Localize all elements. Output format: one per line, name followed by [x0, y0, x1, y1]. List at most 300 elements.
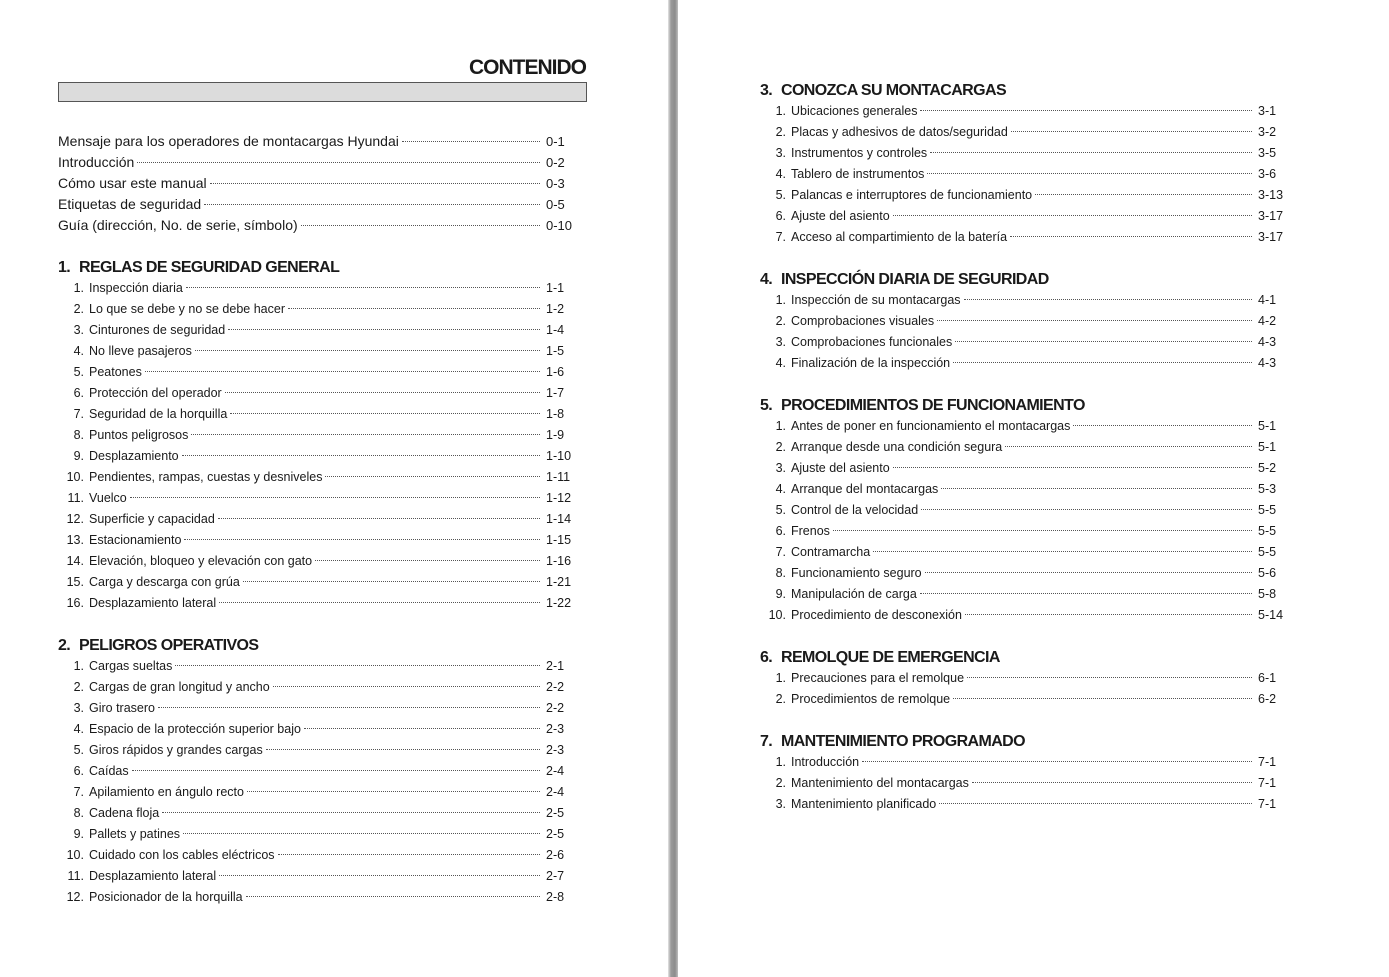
toc-entry-label: Elevación, bloqueo y elevación con gato [89, 554, 313, 568]
toc-entry[interactable] [58, 677, 573, 698]
toc-entry-label: Procedimientos de remolque [791, 692, 951, 706]
dot-leader [186, 287, 540, 288]
toc-entry-page: 4-3 [1258, 356, 1277, 370]
toc-entry-page: 5-2 [1258, 461, 1277, 475]
toc-entry[interactable] [760, 185, 1285, 206]
toc-entry-page: 1-2 [546, 302, 565, 316]
dot-leader [1005, 446, 1252, 447]
toc-entry-page: 5-5 [1258, 545, 1277, 559]
toc-entry-label: Caídas [89, 764, 129, 778]
toc-entry[interactable] [58, 782, 573, 803]
dot-leader [182, 455, 540, 456]
toc-entry-page: 1-4 [546, 323, 565, 337]
toc-entry-number: 1. [73, 659, 84, 673]
toc-entry-number: 10. [768, 608, 786, 622]
section-number: 4. [760, 271, 773, 288]
toc-entry[interactable] [58, 509, 573, 530]
toc-entry-label: Arranque desde una condición segura [791, 440, 1003, 454]
dot-leader [937, 320, 1252, 321]
toc-entry[interactable] [58, 719, 573, 740]
toc-entry[interactable] [760, 500, 1285, 521]
toc-entry-page: 3-17 [1258, 230, 1284, 244]
toc-entry-page: 2-2 [546, 701, 565, 715]
toc-entry[interactable] [58, 887, 573, 908]
section-title: CONOZCA SU MONTACARGAS [781, 82, 1007, 99]
toc-entry[interactable] [58, 173, 573, 194]
toc-entry-label: Mantenimiento planificado [791, 797, 937, 811]
toc-entry[interactable] [760, 290, 1285, 311]
toc-entry[interactable] [760, 542, 1285, 563]
toc-entry-number: 5. [73, 743, 84, 757]
toc-entry[interactable] [760, 437, 1285, 458]
page-gutter [668, 0, 678, 977]
dot-leader [315, 560, 540, 561]
toc-entry-number: 16. [66, 596, 84, 610]
toc-entry-page: 4-3 [1258, 335, 1277, 349]
toc-entry-page: 3-1 [1258, 104, 1277, 118]
toc-entry-page: 2-7 [546, 869, 565, 883]
toc-entry-number: 4. [775, 482, 786, 496]
toc-entry-page: 1-12 [546, 491, 572, 505]
toc-entry-label: Cargas sueltas [89, 659, 173, 673]
toc-entry[interactable] [58, 215, 573, 236]
toc-entry-page: 0-10 [546, 218, 573, 233]
toc-entry-number: 5. [775, 188, 786, 202]
toc-entry-page: 1-7 [546, 386, 565, 400]
dot-leader [967, 677, 1252, 678]
toc-entry[interactable] [58, 446, 573, 467]
toc-entry[interactable] [58, 278, 573, 299]
toc-entry-number: 12. [66, 512, 84, 526]
toc-entry[interactable] [760, 605, 1285, 626]
dot-leader [833, 530, 1252, 531]
toc-entry-number: 2. [775, 692, 786, 706]
toc-entry-label: No lleve pasajeros [89, 344, 192, 358]
toc-entry-page: 6-2 [1258, 692, 1277, 706]
toc-entry[interactable] [760, 479, 1285, 500]
toc-entry-number: 1. [775, 104, 786, 118]
toc-entry[interactable] [760, 206, 1285, 227]
toc-entry-number: 12. [66, 890, 84, 904]
dot-leader [130, 497, 540, 498]
section-5 [760, 395, 1285, 626]
toc-entry-label: Precauciones para el remolque [791, 671, 965, 685]
toc-entry[interactable] [58, 404, 573, 425]
toc-entry-label: Tablero de instrumentos [791, 167, 925, 181]
dot-leader [893, 215, 1252, 216]
dot-leader [184, 539, 540, 540]
toc-entry-number: 2. [775, 125, 786, 139]
dot-leader [278, 854, 540, 855]
toc-entry-page: 0-5 [546, 197, 565, 212]
toc-entry[interactable] [58, 362, 573, 383]
toc-entry[interactable] [58, 341, 573, 362]
dot-leader [953, 698, 1252, 699]
toc-entry-page: 1-14 [546, 512, 572, 526]
section-number: 3. [760, 82, 773, 99]
toc-entry-label: Desplazamiento lateral [89, 869, 217, 883]
section-heading [760, 269, 1285, 290]
toc-entry[interactable] [760, 563, 1285, 584]
dot-leader [930, 152, 1252, 153]
toc-entry[interactable] [58, 530, 573, 551]
toc-entry[interactable] [58, 572, 573, 593]
toc-entry-number: 3. [775, 146, 786, 160]
toc-entry-page: 1-11 [546, 470, 571, 484]
toc-entry[interactable] [760, 584, 1285, 605]
toc-entry-page: 3-5 [1258, 146, 1277, 160]
toc-entry[interactable] [58, 467, 573, 488]
toc-entry-label: Apilamiento en ángulo recto [89, 785, 244, 799]
toc-entry-page: 1-9 [546, 428, 565, 442]
toc-entry[interactable] [760, 332, 1285, 353]
toc-entry-number: 7. [73, 785, 84, 799]
toc-entry-number: 1. [775, 671, 786, 685]
toc-entry-page: 5-8 [1258, 587, 1277, 601]
toc-entry-label: Puntos peligrosos [89, 428, 189, 442]
toc-entry-number: 3. [73, 323, 84, 337]
toc-entry-label: Placas y adhesivos de datos/seguridad [791, 125, 1008, 139]
toc-entry[interactable] [58, 803, 573, 824]
toc-entry-label: Pendientes, rampas, cuestas y desniveles [89, 470, 323, 484]
dot-leader [288, 308, 540, 309]
section-4 [760, 269, 1285, 374]
dot-leader [228, 329, 540, 330]
dot-leader [402, 141, 540, 142]
dot-leader [137, 162, 540, 163]
toc-entry-label: Frenos [791, 524, 830, 538]
toc-entry-label: Inspección diaria [89, 281, 183, 295]
toc-entry-number: 8. [775, 566, 786, 580]
dot-leader [1073, 425, 1252, 426]
toc-entry[interactable] [58, 488, 573, 509]
section-title: MANTENIMIENTO PROGRAMADO [781, 733, 1025, 750]
section-6 [760, 647, 1285, 710]
toc-entry-label: Etiquetas de seguridad [58, 196, 202, 212]
dot-leader [1035, 194, 1252, 195]
section-7 [760, 731, 1285, 815]
toc-entry-label: Guía (dirección, No. de serie, símbolo) [58, 217, 298, 233]
toc-entry-label: Lo que se debe y no se debe hacer [89, 302, 285, 316]
toc-entry-label: Ubicaciones generales [791, 104, 918, 118]
toc-entry[interactable] [760, 353, 1285, 374]
toc-entry-page: 7-1 [1258, 755, 1277, 769]
toc-entry-label: Seguridad de la horquilla [89, 407, 228, 421]
toc-entry-number: 7. [73, 407, 84, 421]
toc-entry-number: 7. [775, 230, 786, 244]
toc-entry-page: 2-5 [546, 806, 565, 820]
section-heading [58, 257, 573, 278]
toc-entry-page: 7-1 [1258, 776, 1277, 790]
toc-entry-number: 4. [73, 344, 84, 358]
toc-entry-label: Cinturones de seguridad [89, 323, 226, 337]
toc-entry-label: Funcionamiento seguro [791, 566, 922, 580]
toc-entry-number: 14. [66, 554, 84, 568]
section-title: REGLAS DE SEGURIDAD GENERAL [79, 259, 340, 276]
section-number: 7. [760, 733, 773, 750]
dot-leader [921, 509, 1252, 510]
toc-entry-label: Superficie y capacidad [89, 512, 215, 526]
toc-entry-page: 0-3 [546, 176, 565, 191]
toc-entry-label: Introducción [791, 755, 860, 769]
toc-entry-page: 1-6 [546, 365, 565, 379]
toc-entry-label: Ajuste del asiento [791, 209, 890, 223]
toc-entry[interactable] [58, 320, 573, 341]
dot-leader [247, 791, 540, 792]
dot-leader [972, 782, 1252, 783]
toc-entry-label: Posicionador de la horquilla [89, 890, 243, 904]
toc-entry[interactable] [760, 122, 1285, 143]
dot-leader [191, 434, 540, 435]
toc-entry-number: 1. [775, 293, 786, 307]
toc-entry[interactable] [760, 668, 1285, 689]
toc-entry-page: 1-10 [546, 449, 572, 463]
toc-entry-page: 5-1 [1258, 440, 1277, 454]
toc-entry-number: 6. [73, 386, 84, 400]
section-number: 1. [58, 259, 71, 276]
toc-entry-page: 5-5 [1258, 503, 1277, 517]
toc-entry-page: 1-15 [546, 533, 572, 547]
dot-leader [953, 362, 1252, 363]
toc-entry-number: 7. [775, 545, 786, 559]
section-title: REMOLQUE DE EMERGENCIA [781, 649, 1000, 666]
dot-leader [301, 225, 540, 226]
dot-leader [964, 299, 1252, 300]
toc-entry-number: 1. [73, 281, 84, 295]
toc-entry-label: Espacio de la protección superior bajo [89, 722, 301, 736]
toc-entry-page: 2-4 [546, 764, 565, 778]
toc-entry-page: 4-2 [1258, 314, 1277, 328]
dot-leader [941, 488, 1252, 489]
toc-entry-page: 2-3 [546, 743, 565, 757]
dot-leader [210, 183, 540, 184]
section-1 [58, 257, 573, 614]
toc-entry-label: Carga y descarga con grúa [89, 575, 240, 589]
toc-entry-page: 4-1 [1258, 293, 1277, 307]
toc-entry-number: 1. [775, 419, 786, 433]
toc-entry-number: 2. [775, 440, 786, 454]
toc-entry-number: 2. [73, 302, 84, 316]
toc-entry-page: 7-1 [1258, 797, 1277, 811]
dot-leader [920, 593, 1252, 594]
toc-entry-number: 9. [73, 449, 84, 463]
toc-entry-page: 2-5 [546, 827, 565, 841]
toc-entry[interactable] [760, 794, 1285, 815]
toc-entry[interactable] [760, 227, 1285, 248]
toc-entry-label: Palancas e interruptores de funcionamiento [791, 188, 1033, 202]
page-title: CONTENIDO [469, 56, 586, 79]
toc-entry-label: Introducción [58, 154, 135, 170]
dot-leader [225, 392, 540, 393]
toc-entry[interactable] [760, 416, 1285, 437]
title-underline-bar [58, 82, 587, 102]
toc-entry-number: 11. [67, 869, 84, 883]
toc-entry-label: Finalización de la inspección [791, 356, 951, 370]
dot-leader [183, 833, 540, 834]
dot-leader [939, 803, 1252, 804]
toc-entry-number: 8. [73, 806, 84, 820]
toc-entry[interactable] [760, 521, 1285, 542]
toc-entry[interactable] [58, 740, 573, 761]
dot-leader [158, 707, 540, 708]
dot-leader [219, 875, 540, 876]
toc-entry-number: 3. [73, 701, 84, 715]
toc-entry-number: 10. [66, 848, 84, 862]
toc-entry-label: Mantenimiento del montacargas [791, 776, 969, 790]
toc-entry-page: 2-8 [546, 890, 565, 904]
toc-entry-label: Inspección de su montacargas [791, 293, 961, 307]
dot-leader [893, 467, 1252, 468]
intro-list [58, 131, 573, 236]
toc-entry[interactable] [760, 458, 1285, 479]
section-3 [760, 80, 1285, 248]
toc-entry[interactable] [58, 656, 573, 677]
dot-leader [243, 581, 540, 582]
toc-entry-number: 4. [775, 167, 786, 181]
toc-entry-number: 8. [73, 428, 84, 442]
toc-entry[interactable] [58, 761, 573, 782]
toc-entry-label: Desplazamiento lateral [89, 596, 217, 610]
toc-entry-label: Antes de poner en funcionamiento el montacargas [791, 419, 1071, 433]
toc-entry-label: Ajuste del asiento [791, 461, 890, 475]
dot-leader [162, 812, 540, 813]
dot-leader [1011, 131, 1252, 132]
dot-leader [1010, 236, 1252, 237]
section-number: 5. [760, 397, 773, 414]
toc-entry[interactable] [58, 824, 573, 845]
toc-entry-number: 10. [66, 470, 84, 484]
dot-leader [175, 665, 540, 666]
toc-entry-number: 4. [73, 722, 84, 736]
toc-entry[interactable] [58, 425, 573, 446]
toc-entry[interactable] [760, 689, 1285, 710]
toc-entry[interactable] [58, 593, 573, 614]
toc-entry-label: Mensaje para los operadores de montacargas Hyundai [58, 133, 399, 149]
toc-entry[interactable] [58, 152, 573, 173]
dot-leader [145, 371, 540, 372]
dot-leader [304, 728, 540, 729]
toc-entry-label: Instrumentos y controles [791, 146, 928, 160]
toc-entry-label: Arranque del montacargas [791, 482, 939, 496]
toc-entry[interactable] [760, 752, 1285, 773]
section-title: INSPECCIÓN DIARIA DE SEGURIDAD [781, 271, 1049, 288]
toc-entry-page: 1-5 [546, 344, 565, 358]
toc-entry-number: 5. [73, 365, 84, 379]
dot-leader [266, 749, 540, 750]
toc-entry[interactable] [58, 698, 573, 719]
toc-entry-number: 15. [66, 575, 84, 589]
toc-entry-number: 2. [73, 680, 84, 694]
toc-entry-number: 6. [73, 764, 84, 778]
toc-entry[interactable] [58, 299, 573, 320]
toc-entry-label: Procedimiento de desconexión [791, 608, 962, 622]
toc-entry[interactable] [58, 383, 573, 404]
dot-leader [955, 341, 1252, 342]
toc-entry-number: 9. [775, 587, 786, 601]
section-heading [760, 395, 1285, 416]
toc-entry[interactable] [58, 194, 573, 215]
section-number: 6. [760, 649, 773, 666]
toc-entry[interactable] [58, 866, 573, 887]
dot-leader [862, 761, 1252, 762]
toc-entry-page: 2-2 [546, 680, 565, 694]
toc-entry-page: 5-5 [1258, 524, 1277, 538]
toc-entry[interactable] [760, 164, 1285, 185]
dot-leader [873, 551, 1252, 552]
toc-entry-page: 5-3 [1258, 482, 1277, 496]
dot-leader [246, 896, 540, 897]
toc-entry-page: 1-8 [546, 407, 565, 421]
dot-leader [927, 173, 1252, 174]
toc-entry-page: 5-6 [1258, 566, 1277, 580]
toc-entry[interactable] [58, 845, 573, 866]
dot-leader [920, 110, 1252, 111]
toc-entry-number: 4. [775, 356, 786, 370]
section-heading [58, 635, 573, 656]
toc-entry-number: 9. [73, 827, 84, 841]
toc-entry-page: 3-6 [1258, 167, 1277, 181]
toc-entry[interactable] [58, 131, 573, 152]
toc-entry-label: Cómo usar este manual [58, 175, 207, 191]
toc-entry-label: Cuidado con los cables eléctricos [89, 848, 275, 862]
toc-entry-number: 2. [775, 776, 786, 790]
toc-entry-label: Estacionamiento [89, 533, 182, 547]
toc-entry-number: 11. [67, 491, 84, 505]
dot-leader [230, 413, 540, 414]
toc-entry-page: 3-2 [1258, 125, 1277, 139]
toc-entry-page: 3-13 [1258, 188, 1284, 202]
dot-leader [204, 204, 540, 205]
toc-entry[interactable] [760, 143, 1285, 164]
toc-entry-page: 2-1 [546, 659, 565, 673]
dot-leader [132, 770, 540, 771]
dot-leader [925, 572, 1252, 573]
toc-entry-label: Protección del operador [89, 386, 222, 400]
toc-entry-number: 5. [775, 503, 786, 517]
section-number: 2. [58, 637, 71, 654]
toc-entry-page: 2-3 [546, 722, 565, 736]
toc-entry[interactable] [760, 311, 1285, 332]
toc-entry-label: Cargas de gran longitud y ancho [89, 680, 270, 694]
toc-entry-number: 3. [775, 461, 786, 475]
toc-entry[interactable] [58, 551, 573, 572]
toc-entry-label: Peatones [89, 365, 142, 379]
toc-entry-number: 3. [775, 335, 786, 349]
section-heading [760, 731, 1285, 752]
toc-entry-label: Cadena floja [89, 806, 160, 820]
toc-entry[interactable] [760, 101, 1285, 122]
toc-entry-number: 3. [775, 797, 786, 811]
toc-entry-label: Control de la velocidad [791, 503, 919, 517]
toc-entry-label: Giros rápidos y grandes cargas [89, 743, 263, 757]
toc-entry-page: 1-16 [546, 554, 572, 568]
toc-entry-number: 6. [775, 524, 786, 538]
toc-entry-label: Desplazamiento [89, 449, 179, 463]
toc-entry-page: 2-6 [546, 848, 565, 862]
toc-entry-label: Contramarcha [791, 545, 871, 559]
toc-entry-page: 1-1 [546, 281, 565, 295]
dot-leader [965, 614, 1252, 615]
dot-leader [219, 602, 540, 603]
dot-leader [325, 476, 540, 477]
toc-entry-page: 1-22 [546, 596, 572, 610]
toc-entry-label: Comprobaciones visuales [791, 314, 935, 328]
section-2 [58, 635, 573, 908]
toc-entry-page: 2-4 [546, 785, 565, 799]
toc-entry-page: 0-2 [546, 155, 565, 170]
toc-entry-label: Manipulación de carga [791, 587, 917, 601]
toc-entry[interactable] [760, 773, 1285, 794]
